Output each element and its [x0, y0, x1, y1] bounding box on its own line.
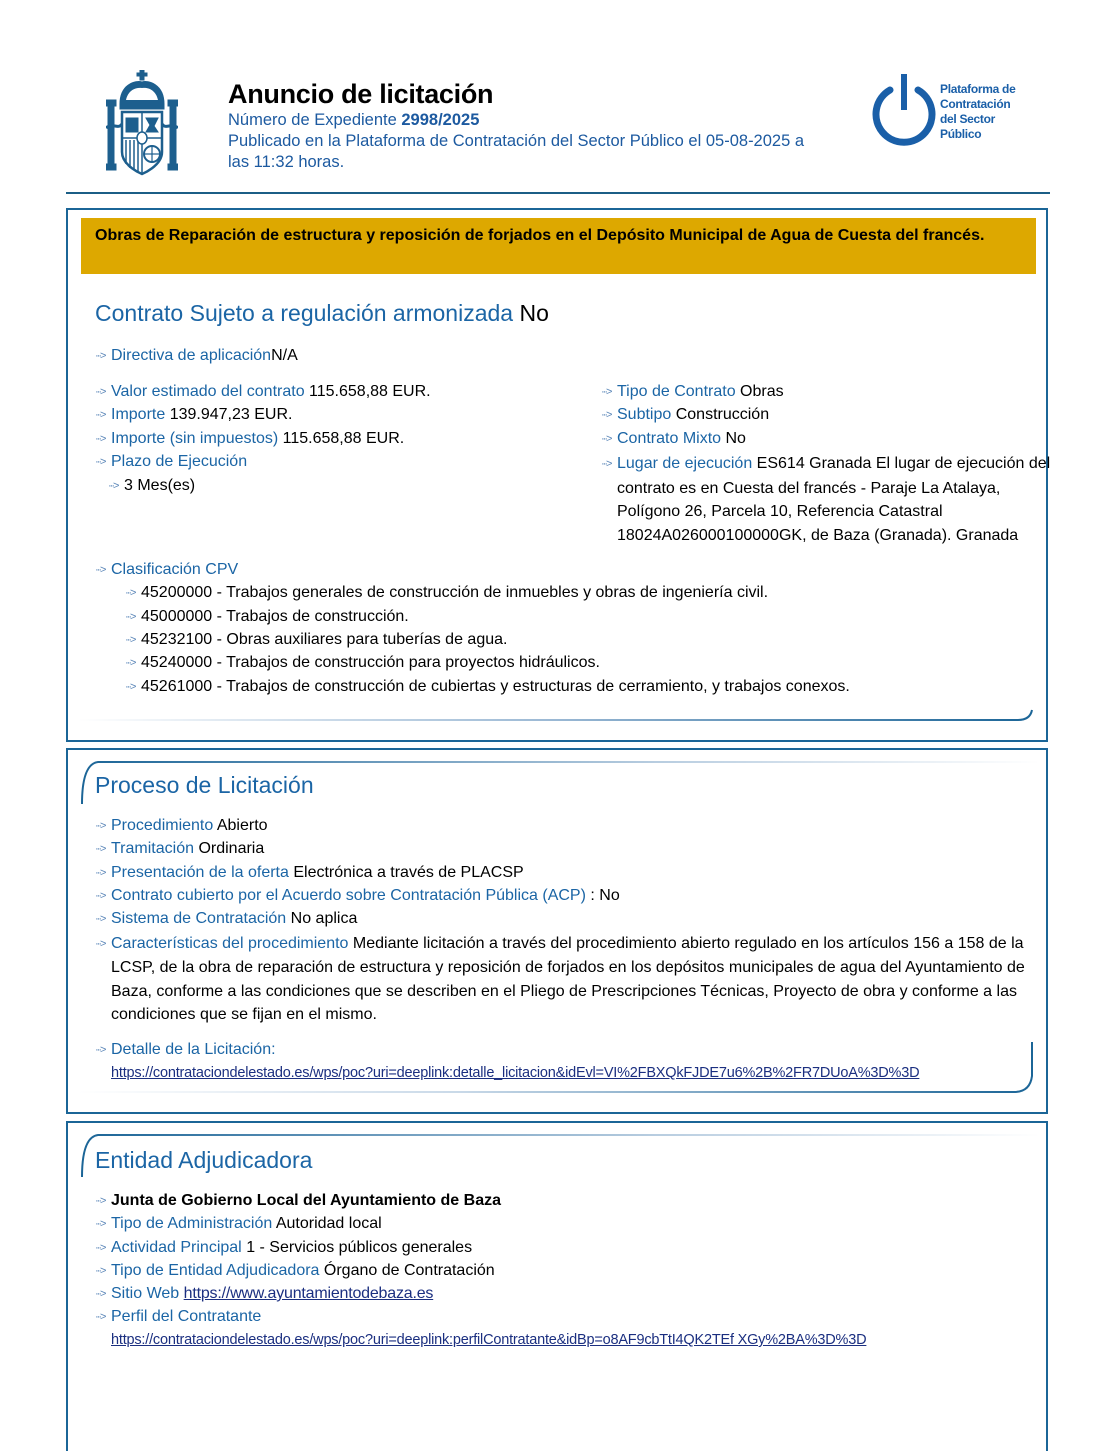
- field-value: Autoridad local: [275, 1215, 382, 1232]
- cpv-desc: Trabajos generales de construcción de inmuebles y obras de ingeniería civil.: [226, 584, 769, 601]
- contract-title-banner: Obras de Reparación de estructura y reposición de forjados en el Depósito Municipal de Agua de Cuesta del francés.: [81, 218, 1036, 274]
- field-label: Lugar de ejecución: [617, 455, 753, 472]
- cpv-desc: Trabajos de construcción para proyectos hidráulicos.: [226, 654, 600, 671]
- page-title: Anuncio de licitación: [228, 79, 494, 109]
- field-value: 1 - Servicios públicos generales: [246, 1239, 473, 1256]
- sitio-web-link[interactable]: https://www.ayuntamientodebaza.es: [183, 1285, 434, 1302]
- field-label: Tramitación: [111, 840, 194, 857]
- cpv-item: ···> 45240000 - Trabajos de construcción para proyectos hidráulicos.: [125, 654, 600, 671]
- field-acp: [95, 886, 620, 906]
- regulacion-heading: [95, 300, 549, 327]
- expediente-line: [228, 110, 868, 131]
- plazo-value: 3 Mes(es): [124, 477, 196, 494]
- field-importe: [95, 405, 292, 425]
- field-value: Obras: [740, 383, 784, 400]
- field-importe-sin-impuestos: [95, 429, 404, 449]
- field-value: 139.947,23 EUR.: [169, 406, 293, 423]
- dotted-arrow-icon: ···>: [95, 409, 105, 421]
- dotted-arrow-icon: ···>: [95, 386, 105, 398]
- field-lugar-ejecucion: [601, 452, 1057, 547]
- cpv-desc: Trabajos de construcción de cubiertas y estructuras de cerramiento, y trabajos conexos.: [226, 678, 850, 695]
- dotted-arrow-icon: ···>: [125, 657, 135, 669]
- detalle-label: Detalle de la Licitación:: [111, 1041, 276, 1058]
- field-label: Tipo de Contrato: [617, 383, 736, 400]
- dotted-arrow-icon: ···>: [95, 843, 105, 855]
- dotted-arrow-icon: ···>: [108, 480, 118, 492]
- expediente-label: Número de Expediente: [228, 111, 397, 129]
- field-plazo: [95, 452, 247, 472]
- cpv-desc: Trabajos de construcción.: [226, 608, 409, 625]
- dotted-arrow-icon: ···>: [95, 350, 105, 362]
- detalle-licitacion-link[interactable]: https://contrataciondelestado.es/wps/poc?uri=deeplink:detalle_licitacion&idEvl=VI%2FBXQkFJDE7u6%2B%2FR7DUoA%3D%3D: [111, 1065, 920, 1081]
- platform-logo-line: Público: [940, 127, 982, 141]
- dotted-arrow-icon: ···>: [95, 913, 105, 925]
- field-value: 115.658,88 EUR.: [309, 383, 431, 400]
- platform-logo: [868, 70, 1038, 150]
- field-procedimiento: [95, 816, 268, 836]
- dotted-arrow-icon: ···>: [95, 890, 105, 902]
- cpv-label: Clasificación CPV: [111, 561, 239, 578]
- field-value: 115.658,88 EUR.: [282, 430, 405, 447]
- field-value: No: [725, 430, 746, 447]
- regulacion-value: No: [519, 300, 549, 326]
- field-label: Procedimiento: [111, 817, 214, 834]
- spain-coat-of-arms-icon: [106, 70, 178, 176]
- proceso-panel: [66, 748, 1048, 1114]
- dotted-arrow-icon: ···>: [95, 1195, 105, 1207]
- cpv-code: 45261000: [141, 678, 213, 695]
- field-value: No aplica: [290, 910, 358, 927]
- directiva-label: Directiva de aplicación: [111, 347, 272, 364]
- dotted-arrow-icon: ···>: [125, 681, 135, 693]
- field-tipo-contrato: [601, 382, 784, 402]
- dotted-arrow-icon: ···>: [601, 458, 611, 470]
- field-plazo-value: [108, 476, 195, 496]
- field-label: Tipo de Administración: [111, 1215, 273, 1232]
- field-value: Abierto: [216, 817, 268, 834]
- document-header: [66, 60, 1050, 194]
- cpv-code: 45232100: [141, 631, 213, 648]
- dotted-arrow-icon: ···>: [95, 938, 105, 950]
- platform-logo-text: [940, 82, 1015, 142]
- field-presentacion: [95, 863, 524, 883]
- entidad-heading: Entidad Adjudicadora: [95, 1147, 313, 1173]
- published-line-1: Publicado en la Plataforma de Contratación del Sector Público el 05-08-2025 a: [228, 132, 805, 150]
- field-subtipo: [601, 405, 769, 425]
- dotted-arrow-icon: ···>: [95, 1044, 105, 1056]
- header-divider: [66, 192, 1050, 194]
- field-value: Ordinaria: [198, 840, 265, 857]
- perfil-contratante-link[interactable]: https://contrataciondelestado.es/wps/poc?uri=deeplink:perfilContratante&idBp=o8AF9cbTtI4QK2TEf XGy%2BA%3D%3D: [111, 1332, 867, 1348]
- dotted-arrow-icon: ···>: [95, 564, 105, 576]
- cpv-code: 45000000: [141, 608, 213, 625]
- field-contrato-mixto: [601, 429, 746, 449]
- dotted-arrow-icon: ···>: [95, 1311, 105, 1323]
- cpv-code: 45240000: [141, 654, 213, 671]
- dotted-arrow-icon: ···>: [125, 634, 135, 646]
- field-tramitacion: [95, 839, 264, 859]
- dotted-arrow-icon: ···>: [95, 1218, 105, 1230]
- dotted-arrow-icon: ···>: [601, 409, 611, 421]
- cpv-item: ···> 45261000 - Trabajos de construcción de cubiertas y estructuras de cerramiento, y trabajos conexos.: [125, 678, 850, 695]
- dotted-arrow-icon: ···>: [601, 433, 611, 445]
- summary-panel: [66, 208, 1051, 742]
- field-sitio-web: [95, 1284, 433, 1304]
- field-perfil-contratante: [95, 1307, 261, 1327]
- decorative-curve: [78, 706, 1038, 726]
- cpv-item: ···> 45232100 - Obras auxiliares para tuberías de agua.: [125, 631, 508, 648]
- field-value: : No: [590, 887, 620, 904]
- field-label: Subtipo: [617, 406, 672, 423]
- cpv-item: ···> 45000000 - Trabajos de construcción.: [125, 608, 409, 625]
- field-value: Órgano de Contratación: [323, 1262, 495, 1279]
- directiva-row: [95, 346, 298, 366]
- field-label: Sitio Web: [111, 1285, 180, 1302]
- decorative-curve: [78, 1040, 1038, 1096]
- dotted-arrow-icon: ···>: [95, 1288, 105, 1300]
- power-icon: [868, 70, 940, 150]
- dotted-arrow-icon: ···>: [95, 433, 105, 445]
- field-value: Electrónica a través de PLACSP: [293, 864, 524, 881]
- field-label: Contrato cubierto por el Acuerdo sobre Contratación Pública (ACP): [111, 887, 586, 904]
- dotted-arrow-icon: ···>: [95, 1242, 105, 1254]
- entidad-name-row: [95, 1191, 501, 1211]
- field-label: Importe (sin impuestos): [111, 430, 279, 447]
- field-value: Construcción: [675, 406, 770, 423]
- proceso-heading: Proceso de Licitación: [95, 772, 314, 798]
- directiva-value: N/A: [271, 347, 298, 364]
- field-label: Presentación de la oferta: [111, 864, 289, 881]
- field-actividad-principal: [95, 1238, 472, 1258]
- field-label: Sistema de Contratación: [111, 910, 287, 927]
- dotted-arrow-icon: ···>: [95, 1265, 105, 1277]
- platform-logo-line: del Sector: [940, 112, 996, 126]
- regulacion-label: Contrato Sujeto a regulación armonizada: [95, 300, 514, 326]
- field-sistema: [95, 909, 357, 929]
- field-label: Características del procedimiento: [111, 935, 349, 952]
- field-value: Mediante licitación a través del procedimiento abierto regulado en los artículos 156 a 158 de la LCSP, de la obra de reparación de estructura y reposición de forjados en los depósitos municipales de agua del Ayuntamiento de Baza, conforme a las condiciones que se describen en el Pliego de Prescripciones Técnicas, Proyecto de obra y conforme a las condiciones que se fijan en el mismo.: [111, 935, 1025, 1023]
- field-caracteristicas: [95, 932, 1056, 1026]
- dotted-arrow-icon: ···>: [601, 386, 611, 398]
- field-label: Valor estimado del contrato: [111, 383, 305, 400]
- field-label: Plazo de Ejecución: [111, 453, 248, 470]
- platform-logo-line: Contratación: [940, 97, 1011, 111]
- dotted-arrow-icon: ···>: [125, 611, 135, 623]
- field-tipo-administracion: [95, 1214, 382, 1234]
- field-label: Importe: [111, 406, 166, 423]
- cpv-desc: Obras auxiliares para tuberías de agua.: [226, 631, 508, 648]
- entidad-name: Junta de Gobierno Local del Ayuntamiento de Baza: [111, 1192, 501, 1209]
- dotted-arrow-icon: ···>: [95, 456, 105, 468]
- field-label: Tipo de Entidad Adjudicadora: [111, 1262, 320, 1279]
- platform-logo-line: Plataforma de: [940, 82, 1016, 96]
- published-line-2: las 11:32 horas.: [228, 153, 345, 171]
- dotted-arrow-icon: ···>: [95, 820, 105, 832]
- dotted-arrow-icon: ···>: [125, 587, 135, 599]
- cpv-heading: [95, 560, 238, 580]
- field-label: Actividad Principal: [111, 1239, 242, 1256]
- field-value: ES614 Granada El lugar de ejecución del contrato es en Cuesta del francés - Paraje La Atalaya, Polígono 26, Parcela 10, Referencia Catastral 18024A026000100000GK, de Baza (Granada). Granada: [617, 455, 1051, 544]
- cpv-item: ···> 45200000 - Trabajos generales de construcción de inmuebles y obras de ingeniería civil.: [125, 584, 769, 601]
- field-label: Perfil del Contratante: [111, 1308, 262, 1325]
- cpv-code: 45200000: [141, 584, 213, 601]
- field-label: Contrato Mixto: [617, 430, 722, 447]
- dotted-arrow-icon: ···>: [95, 867, 105, 879]
- entidad-panel: [66, 1121, 1048, 1451]
- field-valor-estimado: [95, 382, 431, 402]
- perfil-link-row: [111, 1330, 866, 1350]
- field-tipo-entidad: [95, 1261, 495, 1281]
- expediente-number: 2998/2025: [401, 111, 480, 129]
- header-text: [228, 78, 868, 173]
